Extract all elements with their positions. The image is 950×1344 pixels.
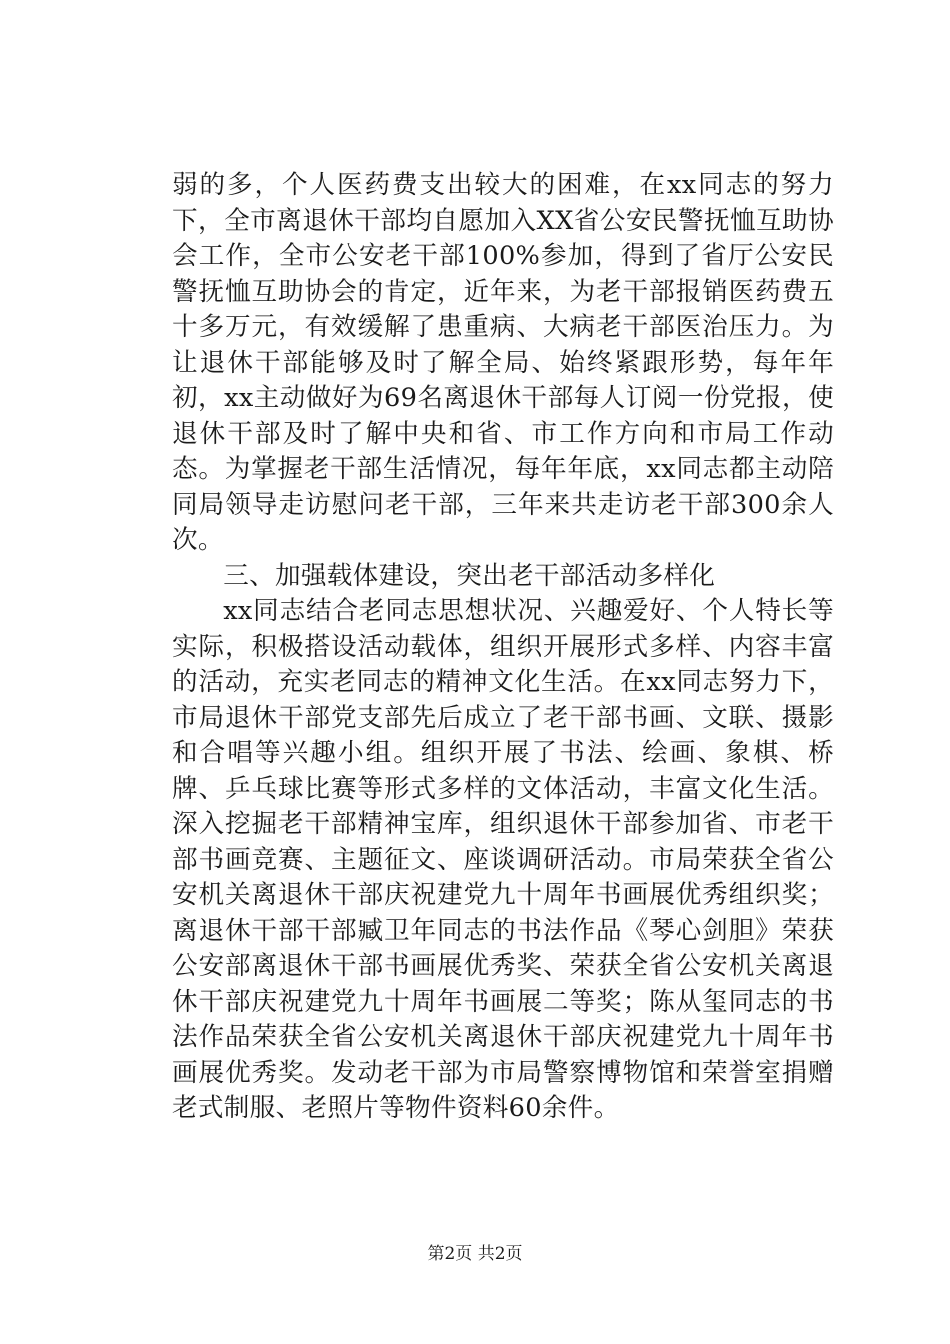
page-footer: 第2页 共2页 (427, 1244, 523, 1264)
document-body (172, 168, 834, 1127)
body-paragraph: 弱的多，个人医药费支出较大的困难，在xx同志的努力下，全市离退休干部均自愿加入XX省公安民警抚恤互助协会工作，全市公安老干部100%参加，得到了省厅公安民警抚恤互助协会的肯定，近年来，为老干部报销医药费五十多万元，有效缓解了患重病、大病老干部医治压力。为让退休干部能够及时了解全局、始终紧跟形势，每年年初，xx主动做好为69名离退休干部每人订阅一份党报，使退休干部及时了解中央和省、市工作方向和市局工作动态。为掌握老干部生活情况，每年年底，xx同志都主动陪同局领导走访慰问老干部，三年来共走访老干部300余人次。 (172, 170, 834, 555)
section-heading: 三、加强载体建设，突出老干部活动多样化 (223, 560, 716, 591)
body-paragraph: xx同志结合老同志思想状况、兴趣爱好、个人特长等实际，积极搭设活动载体，组织开展形式多样、内容丰富的活动，充实老同志的精神文化生活。在xx同志努力下，市局退休干部党支部先后成立了老干部书画、文联、摄影和合唱等兴趣小组。组织开展了书法、绘画、象棋、桥牌、乒乓球比赛等形式多样的文体活动，丰富文化生活。深入挖掘老干部精神宝库，组织退休干部参加省、市老干部书画竞赛、主题征文、座谈调研活动。市局荣获全省公安机关离退休干部庆祝建党九十周年书画展优秀组织奖；离退休干部干部臧卫年同志的书法作品《琴心剑胆》荣获公安部离退休干部书画展优秀奖、荣获全省公安机关离退休干部庆祝建党九十周年书画展二等奖；陈从玺同志的书法作品荣获全省公安机关离退休干部庆祝建党九十周年书画展优秀奖。发动老干部为市局警察博物馆和荣誉室捐赠老式制服、老照片等物件资料60余件。 (172, 596, 834, 1123)
